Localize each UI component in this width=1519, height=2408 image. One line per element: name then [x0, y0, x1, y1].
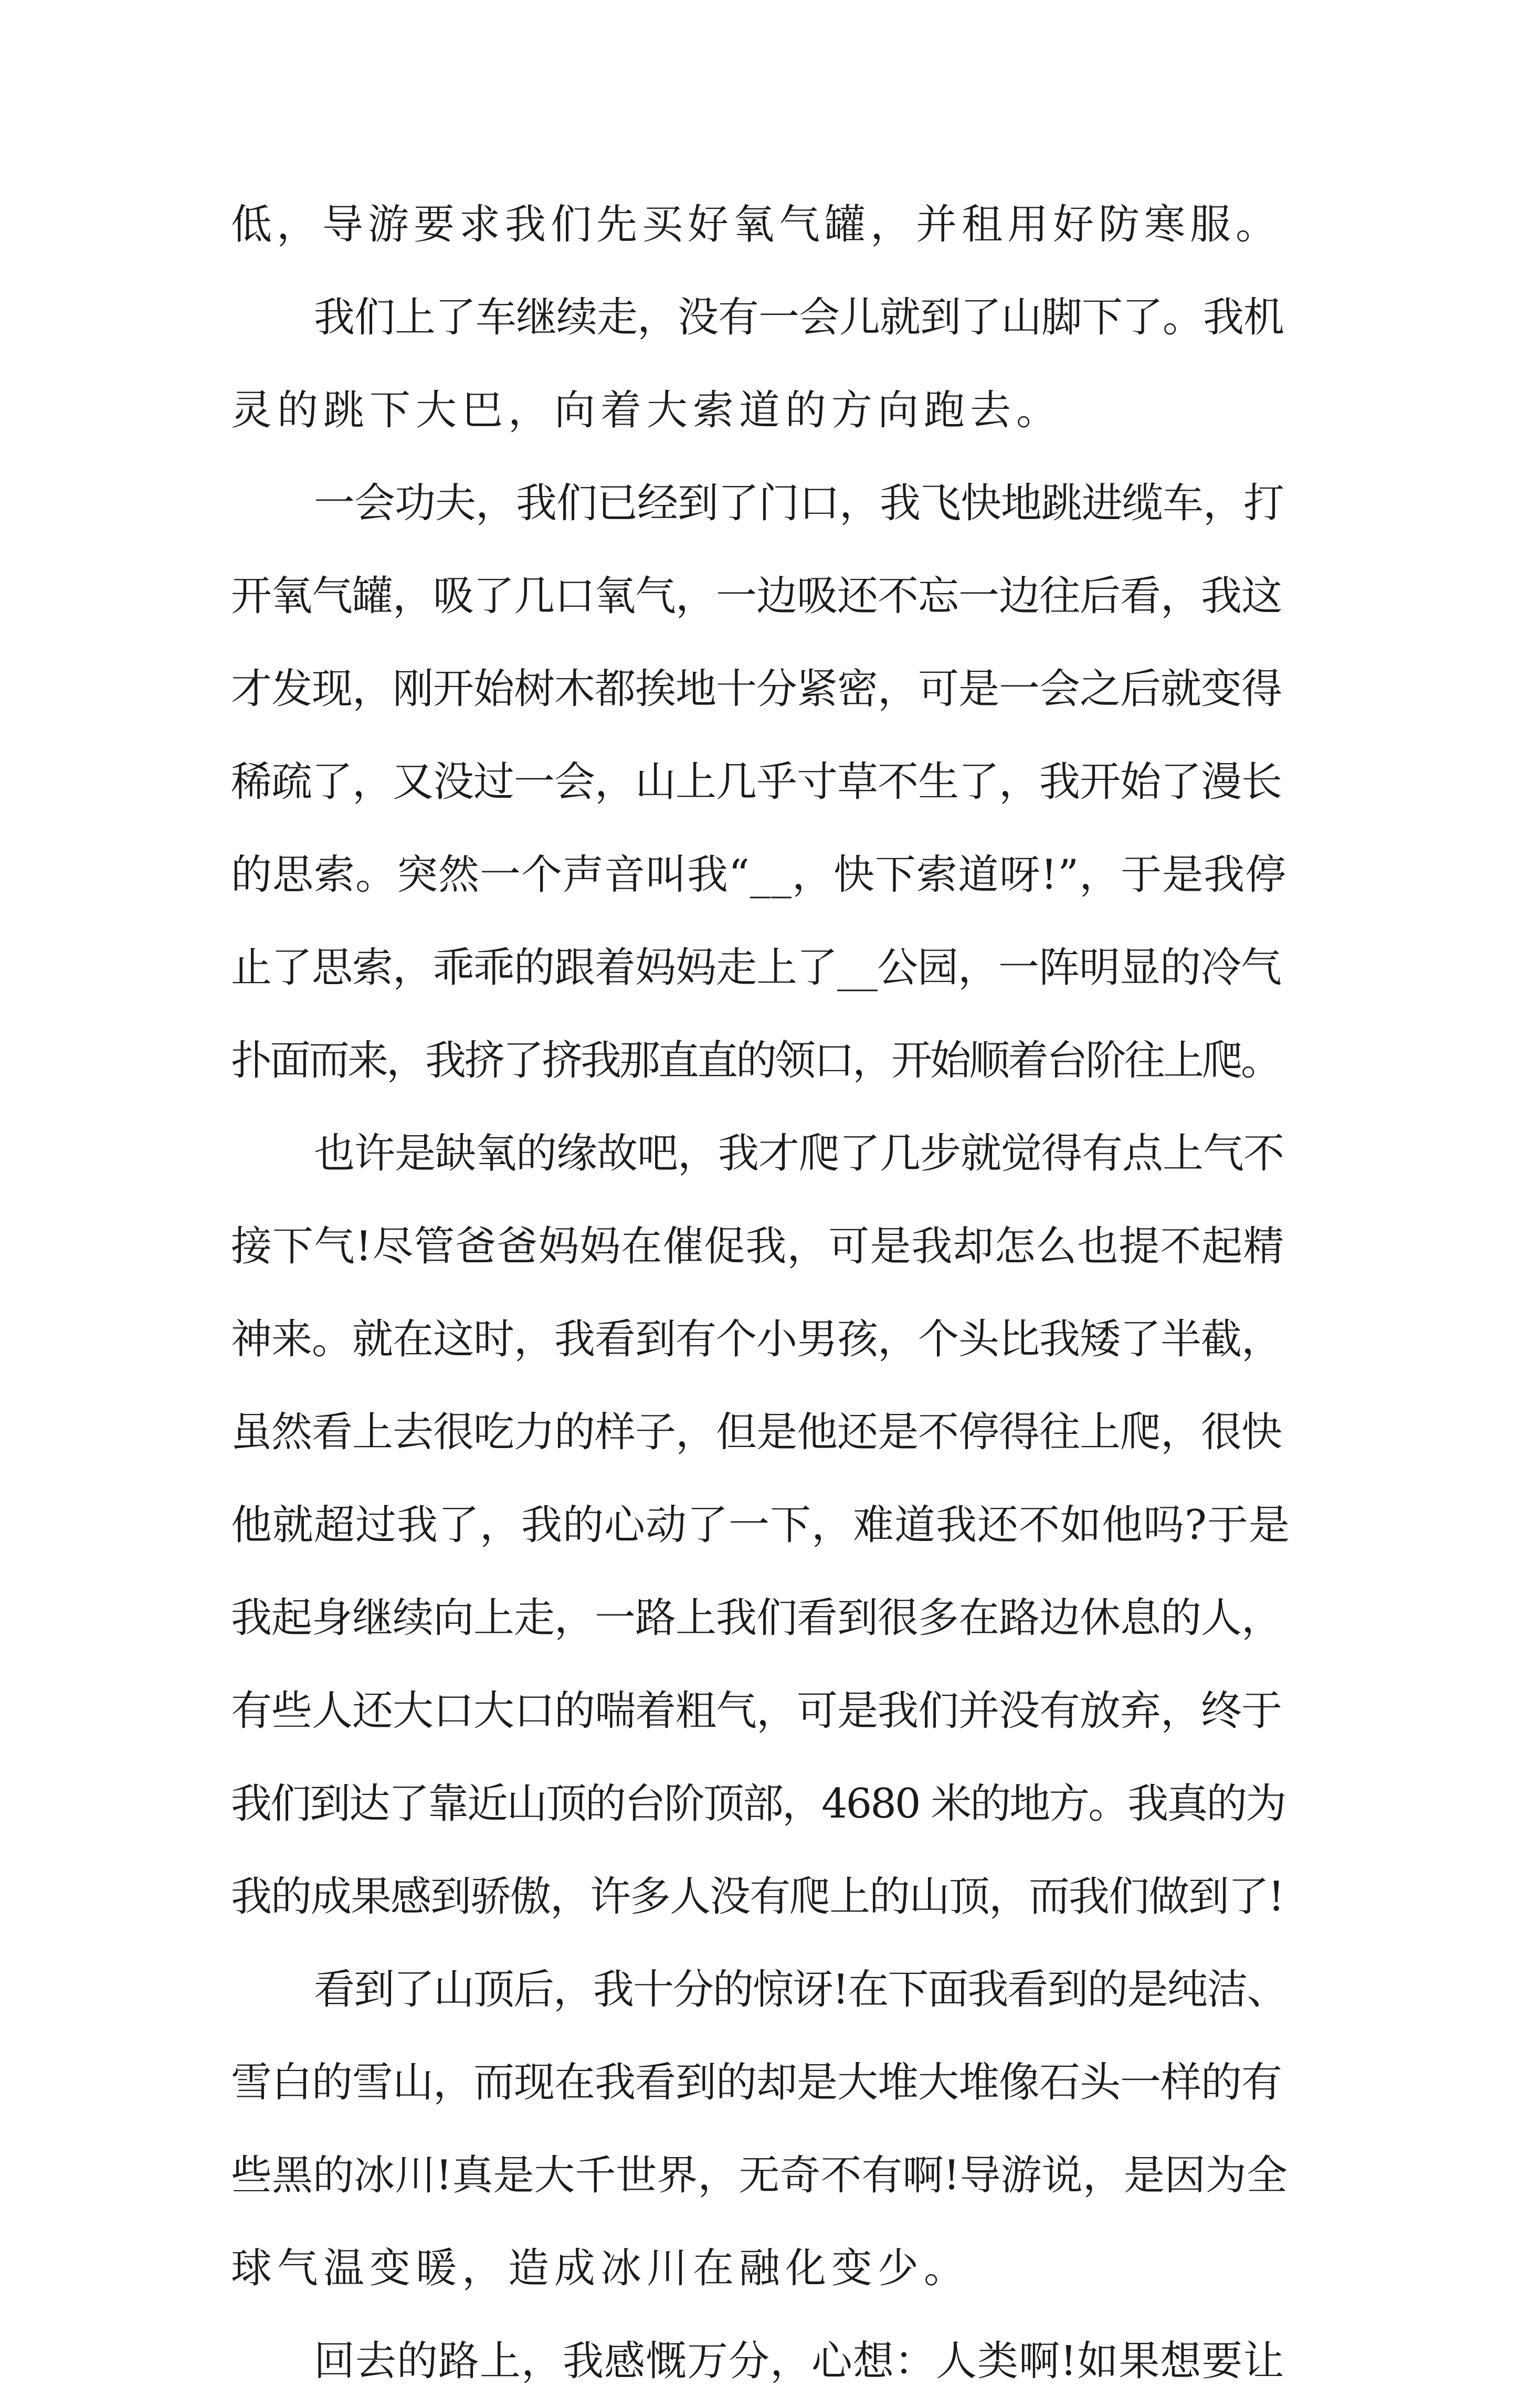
paragraph-first-line: 回去的路上，我感慨万分，心想：人类啊!如果想要让 — [314, 2338, 1285, 2385]
text-line: 才发现，刚开始树木都挨地十分紧密，可是一会之后就变得 — [231, 666, 1282, 713]
text-line: 灵的跳下大巴，向着大索道的方向跑去。 — [231, 387, 1063, 434]
text-line: 神来。就在这时，我看到有个小男孩，个头比我矮了半截， — [231, 1316, 1282, 1363]
text-line: 的思索。突然一个声音叫我“__，快下索道呀!”，于是我停 — [231, 851, 1287, 899]
body-text — [231, 178, 1291, 2408]
paragraph-first-line: 看到了山顶后，我十分的惊讶!在下面我看到的是纯洁、 — [314, 1966, 1287, 2013]
text-line: 我的成果感到骄傲，许多人没有爬上的山顶，而我们做到了! — [231, 1873, 1284, 1920]
text-line: 球气温变暖，造成冰川在融化变少。 — [231, 2245, 971, 2292]
text-line: 接下气!尽管爸爸妈妈在催促我，可是我却怎么也提不起精 — [231, 1223, 1285, 1270]
text-line: 开氧气罐，吸了几口氧气，一边吸还不忘一边往后看，我这 — [231, 573, 1282, 620]
text-line: 他就超过我了，我的心动了一下，难道我还不如他吗?于是 — [231, 1502, 1290, 1549]
paragraph-first-line: 我们上了车继续走，没有一会儿就到了山脚下了。我机 — [314, 294, 1284, 341]
text-line: 止了思索，乖乖的跟着妈妈走上了__公园，一阵明显的冷气 — [231, 944, 1282, 991]
paragraph-first-line: 也许是缺氧的缘故吧，我才爬了几步就觉得有点上气不 — [314, 1130, 1284, 1177]
text-line: 虽然看上去很吃力的样子，但是他还是不停得往上爬，很快 — [231, 1409, 1282, 1456]
text-line: 稀疏了，又没过一会，山上几乎寸草不生了，我开始了漫长 — [231, 758, 1282, 806]
text-line: 扑面而来，我挤了挤我那直直的领口，开始顺着台阶往上爬。 — [231, 1037, 1280, 1084]
text-line: 我起身继续向上走，一路上我们看到很多在路边休息的人， — [231, 1594, 1282, 1642]
text-line: 有些人还大口大口的喘着粗气，可是我们并没有放弃，终于 — [231, 1687, 1282, 1735]
text-line: 低，导游要求我们先买好氧气罐，并租用好防寒服。 — [231, 201, 1282, 248]
paragraph-first-line: 一会功夫，我们已经到了门口，我飞快地跳进缆车，打 — [314, 480, 1284, 527]
text-line: 雪白的雪山，而现在我看到的却是大堆大堆像石头一样的有 — [231, 2059, 1282, 2106]
text-line: 些黑的冰川!真是大千世界，无奇不有啊!导游说，是因为全 — [231, 2152, 1288, 2199]
text-line: 我们到达了靠近山顶的台阶顶部，4680 米的地方。我真的为 — [231, 1780, 1285, 1828]
